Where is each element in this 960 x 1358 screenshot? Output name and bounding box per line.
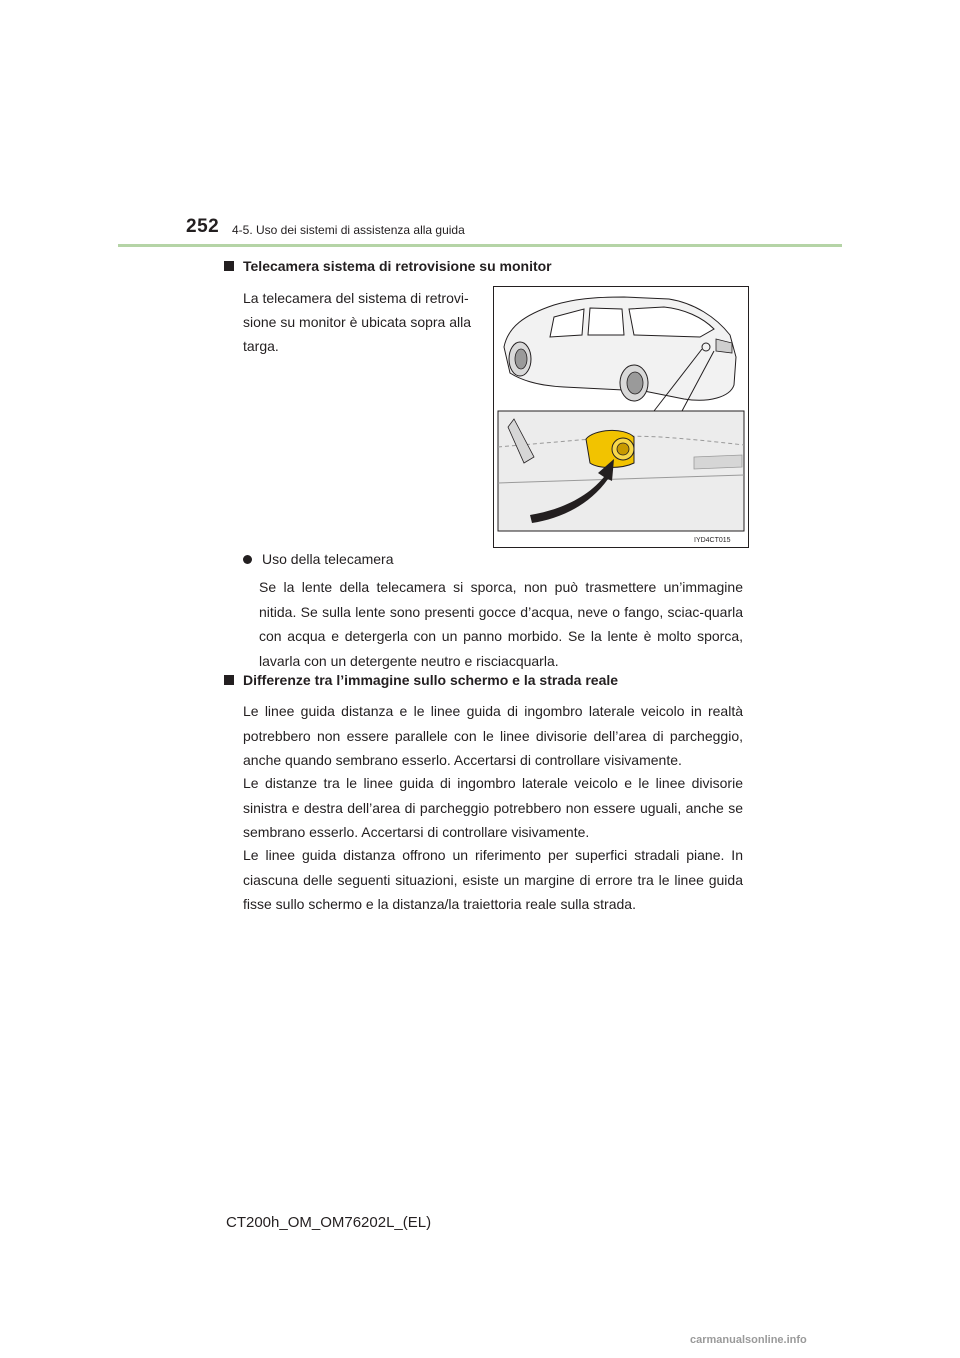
bullet-camera-use: [243, 551, 394, 567]
page-number: 252: [186, 216, 220, 237]
watermark: carmanualsonline.info: [690, 1334, 807, 1346]
chapter-title: 4-5. Uso dei sistemi di assistenza alla guida: [232, 223, 465, 237]
paragraph-2: Le distanze tra le linee guida di ingombro laterale veicolo e le linee divisorie sinistra e destra dell’area di parcheggio potrebbero non essere uguali, anche se sembrano esserlo. Accertarsi di controllare visivamente.: [243, 775, 743, 840]
black-circle-icon: [243, 555, 252, 564]
camera-location-figure: [493, 286, 749, 548]
intro-line-1: La telecamera del sistema di retrovi-: [243, 290, 469, 306]
black-square-icon: [224, 261, 234, 271]
black-square-icon: [224, 675, 234, 685]
section-heading-differences: [224, 672, 618, 688]
bullet-camera-use-text: Uso della telecamera: [262, 551, 394, 567]
paragraph-3: Le linee guida distanza offrono un riferimento per superfici stradali piane. In ciascuna delle seguenti situazioni, esiste un margine di errore tra le linee guida fisse sullo schermo e la distanza/la traiettoria reale sulla strada.: [243, 847, 743, 912]
car-rear-illustration: [494, 287, 748, 547]
section-heading-differences-text: Differenze tra l’immagine sullo schermo e la strada reale: [243, 672, 619, 688]
intro-line-3: targa.: [243, 338, 279, 354]
document-code: CT200h_OM_OM76202L_(EL): [226, 1214, 432, 1231]
paragraph-1: Le linee guida distanza e le linee guida di ingombro laterale veicolo in realtà potrebbero non essere parallele con le linee divisorie dell’area di parcheggio, anche quando sembrano esserlo. Accertarsi di controllare visivamente.: [243, 703, 743, 768]
figure-code: IYD4CT015: [694, 537, 731, 544]
section-heading-camera: [224, 258, 552, 274]
section-heading-camera-text: Telecamera sistema di retrovisione su monitor: [243, 258, 552, 274]
intro-line-2: sione su monitor è ubicata sopra alla: [243, 314, 472, 330]
bullet-paragraph: Se la lente della telecamera si sporca, non può trasmettere un’immagine nitida. Se sulla lente sono presenti gocce d’acqua, neve o fango, sciac-quarla con acqua e detergerla con un panno morbido. Se la lente è molto sporca, lavarla con un detergente neutro e risciacquarla.: [259, 579, 743, 669]
header-rule: [118, 244, 842, 247]
